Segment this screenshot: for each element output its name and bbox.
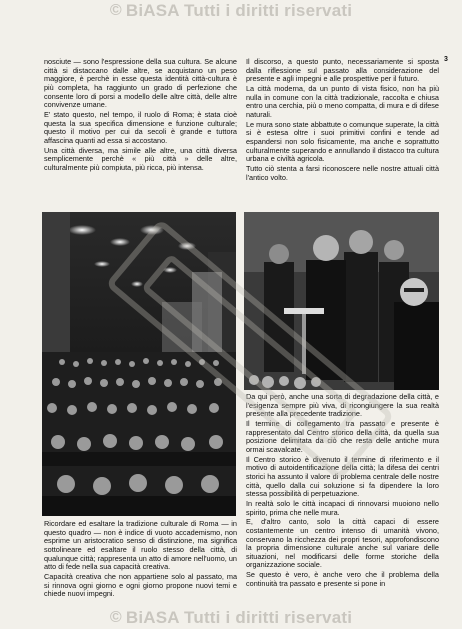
paragraph: Una città diversa, ma simile alle altre, una città diversa semplicemente perchè « più città » delle altre, culturalmente più compiuta, più ricca, più intensa. [44, 145, 237, 172]
paragraph: Tutto ciò stenta a farsi riconoscere nelle nostre attuali città l'antico volto. [246, 163, 439, 182]
paragraph: Ricordare ed esaltare la tradizione culturale di Roma — in questo quadro — non è indice di vuoto accademismo, non esprime un aristocratico senso di distinzione, ma significa sottolineare ed esaltare il ruolo stesso della città, di qualunque città; rappresenta un atto di amore nell'uomo, un atto di fede nella sua capacità creativa. [44, 520, 237, 572]
copyright-symbol: © [109, 2, 122, 19]
paragraph: Il termine di collegamento tra passato e presente è rappresentato dal Centro storico della città, da quella sua posizione delimitata da ciò che resta delle antiche mura ormai scavalcate. [246, 418, 439, 454]
paragraph: Se questo è vero, è anche vero che il problema della continuità tra passato e presente si pone in [246, 570, 439, 588]
paragraph: Capacità creativa che non appartiene solo al passato, ma si rinnova ogni giorno e ogni giorno propone nuovi temi e chiede nuovi impegni. [44, 571, 237, 599]
text-column-left-top [44, 58, 237, 210]
text-column-left-bottom [44, 520, 237, 607]
text-column-right-top [246, 58, 439, 210]
paragraph: E, d'altro canto, solo la città capaci di essere costantemente un centro intenso di umanità vivono, conservano la ricchezza dei propri tesori, approfondiscono la propria dimensione culturale anche sul variare delle situazioni, nel modificarsi delle forme storiche della organizzazione sociale. [246, 517, 439, 570]
paragraph: Da qui però, anche una sorta di degradazione della città, e l'esigenza sempre più viva, di ricongiungere la sua realtà presente alla precedente tradizione. [246, 393, 439, 419]
page-number: 3 [444, 56, 448, 63]
paragraph: E' stato questo, nel tempo, il ruolo di Roma; è stata cioè questa la sua specifica dimensione e funzione culturale; questo il motivo per cui da secoli è grande e tuttora affascina quanti ad essa si accostano. [44, 109, 237, 145]
text-column-right-bottom [246, 393, 439, 607]
watermark-banner-top [0, 0, 462, 22]
photo-officials-speech [244, 212, 439, 390]
photo-audience-hall [42, 212, 236, 516]
paragraph: La città moderna, da un punto di vista fisico, non ha più nulla in comune con la città tradizionale, raccolta e chiusa entro una cerchia, più o meno compatta, di mura e di difese naturali. [246, 83, 439, 119]
watermark-text-top: BiASA Tutti i diritti riservati [125, 1, 353, 20]
watermark-text-bottom: BiASA Tutti i diritti riservati [125, 608, 353, 627]
paragraph: Le mura sono state abbattute o comunque superate, la città si è estesa oltre i suoi primitivi confini e tende ad espandersi non solo fisicamente, ma anche e soprattutto culturalmente superando e annullando il distacco tra cultura urbana e civiltà agricola. [246, 119, 439, 164]
paragraph: In realtà solo le città incapaci di rinnovarsi muoiono nello spirito, prima che nelle mura. [246, 498, 439, 517]
copyright-symbol: © [109, 609, 122, 626]
paragraph: Il discorso, a questo punto, necessariamente si sposta dalla riflessione sul passato alla considerazione del presente e agli impegni e alle prospettive per il futuro. [246, 58, 439, 84]
paragraph: Il Centro storico è divenuto il termine di riferimento e il motivo di autoidentificazione della città; la difesa dei centri storici ha assunto il valore di problema centrale delle nostre città, quello dalla cui soluzione si fa dipendere la loro stessa possibilità di perpetuazione. [246, 454, 439, 499]
paragraph: nosciute — sono l'espressione della sua cultura. Se alcune città si distaccano dalle altre, se acquistano un peso maggiore, è perchè in esse questa identità città-cultura è più completa, ha raggiunto un grado di perfezione che consente loro di porsi a modello delle altre città, delle altre convivenze umane. [44, 58, 237, 110]
watermark-banner-bottom [0, 607, 462, 629]
